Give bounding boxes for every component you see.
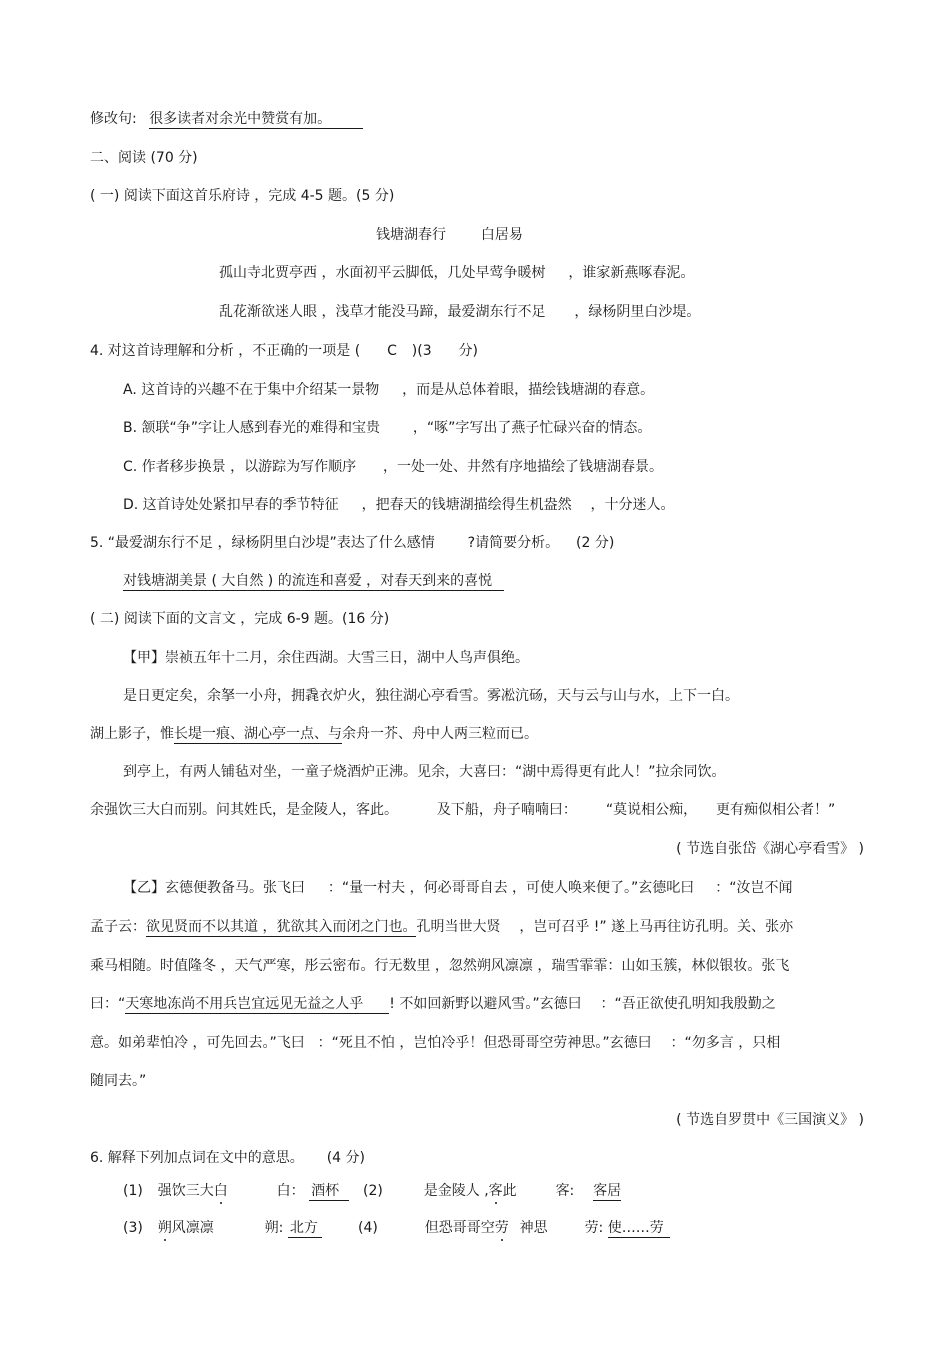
q6-item-1-dotted-word: 白 bbox=[213, 1183, 228, 1199]
poem-title-line bbox=[376, 225, 523, 245]
yi-l5-c: ：“死且不怕 ，岂怕冷乎！但恐哥哥空劳神思。”玄德曰 bbox=[317, 1035, 652, 1051]
jia-p1: 【甲】崇祯五年十二月，余住西湖。大雪三日，湖中人鸟声俱绝。 bbox=[123, 650, 529, 666]
q6-item-4-text-a: 但恐哥哥空 bbox=[424, 1220, 495, 1236]
q4-answer: C bbox=[387, 343, 397, 359]
q6-item-3-key: 朔: bbox=[264, 1220, 284, 1236]
yi-l2-underlined: 欲见贤而不以其道 ，犹欲其入而闭之门也。 bbox=[146, 919, 417, 935]
q6-item-4-key: 劳: bbox=[584, 1220, 604, 1236]
q5-answer-line bbox=[123, 571, 504, 591]
revise-answer: 很多读者对余光中赞赏有加。 bbox=[149, 110, 363, 129]
yi-l4-c: ：“吾正欲使孔明知我殷勤之 bbox=[600, 996, 776, 1012]
q6-item-4-answer: 使……劳 bbox=[608, 1219, 670, 1238]
poem-line-2-b: ，浅草才能没马蹄，最爱湖东行不足 bbox=[321, 304, 546, 320]
yi-l2 bbox=[90, 917, 793, 937]
q4-stem-text: 4. 对这首诗理解和分析 ，不正确的一项是 ( bbox=[90, 343, 361, 359]
yi-l4 bbox=[90, 994, 776, 1014]
yi-l1 bbox=[123, 878, 792, 898]
q6-item-2-answer: 客居 bbox=[593, 1183, 622, 1199]
jia-p3-underlined: 长堤一痕、湖心亭一点、与 bbox=[174, 726, 342, 742]
q6-item-4-text-b: 神思 bbox=[519, 1220, 548, 1236]
yi-l5-d: ：“勿多言 ，只相 bbox=[670, 1035, 781, 1051]
poem-line-1-c: ，谁家新燕啄春泥。 bbox=[568, 265, 695, 281]
q4-option-d bbox=[123, 495, 675, 515]
part1-instruction: ( 一) 阅读下面这首乐府诗 ，完成 4-5 题。(5 分) bbox=[90, 188, 395, 204]
yi-l1-a: 【乙】玄德便教备马。张飞曰 bbox=[123, 880, 305, 896]
q6-item-1-text: 强饮三大 bbox=[157, 1183, 214, 1199]
q4-option-c-2: ，一处一处、井然有序地描绘了钱塘湖春景。 bbox=[383, 459, 664, 475]
q6-item-3-answer: 北方 bbox=[288, 1219, 322, 1238]
q4-option-c-1: C. 作者移步换景 ，以游踪为写作顺序 bbox=[123, 459, 357, 475]
q4-option-b bbox=[123, 418, 651, 438]
yi-l2-c: ，岂可召乎 !” 遂上马再往访孔明。关、张亦 bbox=[519, 919, 794, 935]
q6-item-2-text-a: 是金陵人 , bbox=[423, 1183, 489, 1199]
poem-author: 白居易 bbox=[480, 227, 523, 243]
yi-l6: 随同去。” bbox=[90, 1073, 147, 1089]
q4-option-a-1: A. 这首诗的兴趣不在于集中介绍某一景物 bbox=[123, 382, 380, 398]
yi-l3-b: ，天气严寒，彤云密布。行无数里 bbox=[220, 958, 431, 974]
poem-line-1-b: ，水面初平云脚低，几处早莺争暖树 bbox=[321, 265, 546, 281]
q5-stem-1: 5. “最爱湖东行不足 ，绿杨阴里白沙堤”表达了什么感情 bbox=[90, 535, 435, 551]
q6-item-2-number: (2) bbox=[363, 1183, 383, 1199]
yi-l1-b: ：“量一村夫 ，何必哥哥自去 ，可使人唤来便了。”玄德叱曰 bbox=[327, 880, 695, 896]
jia-p2: 是日更定矣，余拏一小舟，拥毳衣炉火，独往湖心亭看雪。雾凇沆砀，天与云与山与水，上下一白。 bbox=[123, 688, 739, 704]
q6-item-3-dotted-word: 朔 bbox=[157, 1220, 172, 1236]
yi-l1-c: ：“汝岂不闻 bbox=[715, 880, 793, 896]
poem-title: 钱塘湖春行 bbox=[376, 227, 446, 243]
q6-item-3-number: (3) bbox=[123, 1220, 143, 1236]
q5-stem bbox=[90, 533, 614, 553]
section-2-title: 二、阅读 (70 分) bbox=[90, 150, 198, 166]
jia-p3 bbox=[90, 724, 538, 744]
q5-stem-2: ?请简要分析。 bbox=[467, 535, 560, 551]
jia-p5 bbox=[90, 800, 835, 820]
q4-score-b: 分) bbox=[458, 343, 478, 359]
yi-l4-a: 曰：“ bbox=[90, 996, 126, 1012]
yi-l3-c: ，忽然朔风凛凛 bbox=[434, 958, 533, 974]
yi-l4-underlined: 天寒地冻尚不用兵岂宜远见无益之人乎 bbox=[125, 995, 389, 1014]
q4-stem bbox=[90, 341, 478, 361]
jia-p5-a: 余强饮三大白而别。问其姓氏，是金陵人，客此。 bbox=[90, 802, 398, 818]
q6-item-1-key: 白： bbox=[276, 1183, 305, 1199]
jia-source: ( 节选自张岱《湖心亭看雪》 ) bbox=[676, 841, 864, 857]
poem-line-2-c: ，绿杨阴里白沙堤。 bbox=[574, 304, 701, 320]
jia-p3-b: 余舟一芥、舟中人两三粒而已。 bbox=[342, 726, 538, 742]
jia-p5-d: 更有痴似相公者！” bbox=[715, 802, 836, 818]
q6-item-4-dotted-word: 劳 bbox=[494, 1220, 509, 1236]
q6-item-1 bbox=[123, 1181, 349, 1201]
q4-option-d-1: D. 这首诗处处紧扣早春的季节特征 bbox=[123, 497, 339, 513]
poem-line-2 bbox=[219, 302, 700, 322]
yi-l2-a: 孟子云： bbox=[90, 919, 146, 935]
yi-source: ( 节选自罗贯中《三国演义》 ) bbox=[676, 1112, 864, 1128]
q6-item-3 bbox=[123, 1218, 322, 1238]
q6-score: (4 分) bbox=[326, 1150, 365, 1166]
q6-item-2-key: 客: bbox=[555, 1183, 575, 1199]
q6-item-4-number: (4) bbox=[358, 1220, 378, 1236]
part2-instruction: ( 二) 阅读下面的文言文 ，完成 6-9 题。(16 分) bbox=[90, 611, 390, 627]
q6-stem-text: 6. 解释下列加点词在文中的意思。 bbox=[90, 1150, 304, 1166]
jia-p3-a: 湖上影子，惟 bbox=[90, 726, 174, 742]
q6-item-2-dotted-word: 客 bbox=[488, 1183, 503, 1199]
q6-item-1-number: (1) bbox=[123, 1183, 143, 1199]
q5-score: (2 分) bbox=[576, 535, 615, 551]
poem-line-1 bbox=[219, 263, 694, 283]
jia-p5-b: 及下船，舟子喃喃曰： bbox=[436, 802, 577, 818]
yi-l3-a: 乘马相随。时值隆冬 bbox=[90, 958, 216, 974]
yi-l3-d: ，瑞雪霏霏：山如玉簇，林似银妆。张飞 bbox=[537, 958, 790, 974]
q6-item-1-answer: 酒杯 bbox=[309, 1182, 349, 1201]
q6-item-3-text: 风凛凛 bbox=[171, 1220, 214, 1236]
q4-option-d-2: ，把春天的钱塘湖描绘得生机盎然 bbox=[361, 497, 572, 513]
q6-item-2-text-b: 此 bbox=[502, 1183, 517, 1199]
yi-l3 bbox=[90, 956, 789, 976]
q6-item-2 bbox=[363, 1181, 621, 1201]
yi-l4-b: ! 不如回新野以避风雪。”玄德曰 bbox=[389, 996, 582, 1012]
q4-option-a bbox=[123, 380, 654, 400]
yi-l5 bbox=[90, 1033, 780, 1053]
jia-p5-c: “莫说相公痴， bbox=[605, 802, 698, 818]
q4-option-a-2: ，而是从总体着眼，描绘钱塘湖的春意。 bbox=[402, 382, 655, 398]
yi-l5-a: 意。如弟辈怕冷 bbox=[90, 1035, 188, 1051]
poem-line-2-a: 乱花渐欲迷人眼 bbox=[219, 304, 317, 320]
q4-score-a: )(3 bbox=[411, 343, 432, 359]
q4-option-b-1: B. 颔联“争”字让人感到春光的难得和宝贵 bbox=[123, 420, 381, 436]
jia-p4: 到亭上，有两人铺毡对坐，一童子烧酒炉正沸。见余，大喜曰：“湖中焉得更有此人！”拉余同饮。 bbox=[123, 764, 726, 780]
q6-stem bbox=[90, 1148, 365, 1168]
q4-option-d-3: ，十分迷人。 bbox=[590, 497, 675, 513]
poem-line-1-a: 孤山寺北贾亭西 bbox=[219, 265, 317, 281]
yi-l5-b: ，可先回去。”飞曰 bbox=[192, 1035, 305, 1051]
q5-answer: 对钱塘湖美景 ( 大自然 ) 的流连和喜爱 ，对春天到来的喜悦 bbox=[123, 572, 504, 591]
revise-label: 修改句: bbox=[90, 111, 137, 127]
revise-line bbox=[90, 109, 363, 129]
q4-option-c bbox=[123, 457, 663, 477]
yi-l2-b: 孔明当世大贤 bbox=[416, 919, 501, 935]
q6-item-4 bbox=[358, 1218, 670, 1238]
q4-option-b-2: ，“啄”字写出了燕子忙碌兴奋的情态。 bbox=[412, 420, 652, 436]
